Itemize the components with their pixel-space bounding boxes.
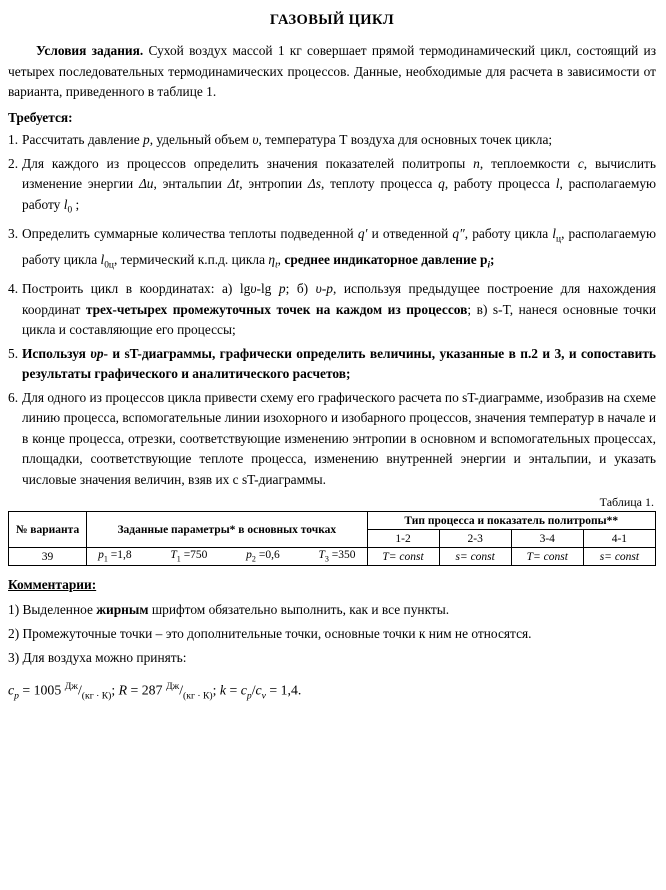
- text-segment: q′: [357, 225, 368, 241]
- text-segment: t: [275, 260, 278, 271]
- text-segment: , теплоемкости: [479, 155, 578, 171]
- text-segment: R: [118, 682, 128, 698]
- text-segment: , работу процесса: [444, 176, 556, 191]
- text-segment: Сухой воздух массой 1 кг совершает прямой термодинамический цикл, состоящий из четырех последовательных термодинамических процессов. Данные, необходимые для расчета в зависимости от варианта, приведенного в таблице 1.: [8, 43, 657, 99]
- col-header-process-34: 3-4: [511, 530, 583, 548]
- text-segment: Определить суммарные количества теплоты подведенной: [22, 225, 358, 241]
- text-segment: l: [552, 225, 557, 241]
- text-segment: p: [246, 549, 252, 562]
- text-segment: , располагаемую работу цикла: [22, 225, 657, 267]
- text-segment: n: [473, 155, 480, 171]
- item-text: [22, 346, 656, 382]
- params-values: [90, 549, 363, 563]
- item-number: 5.: [8, 345, 19, 361]
- task-item-4: [8, 279, 656, 341]
- variants-table: [8, 511, 656, 566]
- table-caption: Таблица 1.: [599, 495, 654, 510]
- item-number: 3.: [8, 225, 19, 241]
- text-segment: = 1,4.: [265, 682, 302, 698]
- task-item-2: [8, 154, 656, 221]
- text-segment: p: [98, 549, 104, 562]
- text-segment: Для каждого из процессов определить значения показателей политропы: [22, 155, 474, 171]
- air-constants-formula: [8, 674, 656, 709]
- text-segment: l: [555, 176, 560, 191]
- text-segment: p: [278, 281, 286, 297]
- text-segment: ; б): [285, 281, 316, 297]
- text-segment: Δu: [138, 176, 154, 191]
- cell-process-34: [511, 548, 583, 566]
- comments-label: [8, 574, 656, 596]
- text-segment: Построить цикл в координатах: а) lg: [22, 281, 251, 297]
- text-segment: ц: [556, 234, 562, 245]
- text-segment: υp: [90, 345, 104, 361]
- text-segment: p: [142, 132, 150, 147]
- text-segment: Δs: [307, 176, 321, 191]
- text-segment: Условия задания.: [36, 43, 149, 58]
- text-segment: , термический к.п.д. цикла: [113, 251, 269, 267]
- text-segment: = 287: [127, 682, 166, 698]
- text-segment: 0: [67, 205, 73, 216]
- item-text: [22, 390, 656, 487]
- item-number: 1.: [8, 132, 19, 147]
- cell-process-12: [367, 548, 439, 566]
- page-title: ГАЗОВЫЙ ЦИКЛ: [269, 12, 395, 28]
- text-segment: 1) Выделенное: [8, 602, 97, 618]
- text-segment: - и sT-диаграммы, графически определить величины, указанные в п.2 и 3, и сопоставить результаты графического и аналитического расчетов;: [22, 345, 656, 382]
- text-segment: шрифтом обязательно выполнить, как и все пункты.: [148, 602, 450, 618]
- text-segment: k: [219, 682, 227, 698]
- text-segment: , вычислить изменение энергии: [22, 155, 657, 191]
- col-header-process-12: 1-2: [367, 530, 439, 548]
- text-segment: 1: [176, 554, 181, 564]
- text-segment: ;: [111, 682, 119, 698]
- cell-params: [87, 548, 367, 566]
- text-segment: p: [246, 690, 252, 702]
- item-number: 2.: [8, 155, 19, 171]
- text-segment: Рассчитать давление: [22, 132, 143, 147]
- text-segment: υ: [250, 281, 257, 297]
- col-header-params: Заданные параметры* в основных точках: [87, 512, 367, 548]
- text-segment: c: [240, 682, 247, 698]
- text-segment: ; в) s-T, нанеся основные точки цикла и составляющие его процессы;: [22, 301, 656, 338]
- text-segment: c: [255, 682, 262, 698]
- text-segment: T= const: [526, 550, 568, 563]
- text-segment: Используя: [22, 345, 91, 361]
- text-segment: Для одного из процессов цикла привести схему его графического расчета по sT-диаграмме, изобразив на схеме линию процесса, вспомогательные линии изохорного и изобарного процессов, значения температур в начале и в конце процесса, отрезки, соответствующие изменению энтропии в основном и вспомогательных процессах, площадки, соответствующие теплоте процесса, изменению внутренней энергии и энтальпии, и указать числовые значения величин, взяв их с sT-диаграммы.: [22, 389, 656, 487]
- text-segment: =0,6: [255, 549, 280, 562]
- text-segment: s= const: [599, 550, 640, 563]
- table-header-row-1: [9, 512, 656, 530]
- text-segment: q″: [452, 225, 465, 241]
- col-header-process-23: 2-3: [439, 530, 511, 548]
- text-segment: l: [63, 196, 68, 212]
- text-segment: 0ц: [104, 260, 114, 271]
- comment-1: [8, 598, 656, 622]
- text-segment: ;: [490, 251, 495, 267]
- text-segment: /: [179, 682, 184, 698]
- text-segment: =350: [328, 549, 356, 562]
- text-segment: =1,8: [107, 549, 132, 562]
- text-segment: жирным: [96, 602, 149, 618]
- text-segment: s= const: [455, 550, 495, 563]
- text-segment: -lg: [256, 281, 279, 297]
- text-segment: 1: [103, 554, 108, 564]
- text-segment: υ-p: [315, 281, 333, 297]
- comment-3: [8, 646, 656, 670]
- item-number: 4.: [8, 281, 19, 297]
- text-segment: T: [170, 549, 177, 562]
- text-segment: q: [438, 176, 445, 191]
- text-segment: (кг · К): [81, 690, 112, 702]
- text-segment: = 1005: [18, 682, 65, 698]
- item-number: 6.: [8, 389, 19, 405]
- text-segment: =750: [180, 549, 208, 562]
- text-segment: с: [8, 682, 15, 698]
- cell-process-23: [439, 548, 511, 566]
- item-text: [22, 281, 656, 337]
- task-item-5: [8, 344, 656, 385]
- text-segment: Дж: [165, 681, 180, 693]
- text-segment: , теплоту процесса: [320, 176, 439, 191]
- col-header-process-41: 4-1: [583, 530, 655, 548]
- text-segment: p: [14, 690, 19, 702]
- param-t1: [170, 549, 207, 563]
- comment-2: [8, 622, 656, 646]
- text-segment: /: [77, 682, 82, 698]
- text-segment: , энтропии: [239, 176, 308, 191]
- text-segment: ;: [212, 682, 220, 698]
- cell-variant: 39: [9, 548, 87, 566]
- text-segment: 3: [324, 554, 329, 564]
- text-segment: (кг · К): [183, 690, 213, 702]
- text-segment: v: [261, 690, 266, 702]
- text-segment: среднее индикаторное давление р: [284, 251, 488, 267]
- item-text: [22, 155, 657, 216]
- item-text: [22, 225, 657, 271]
- col-header-process: Тип процесса и показатель политропы**: [367, 512, 655, 530]
- text-segment: 2: [251, 554, 256, 564]
- text-segment: , температура Т воздуха для основных точек цикла;: [258, 132, 553, 147]
- text-segment: ,: [277, 251, 285, 267]
- param-t3: [318, 549, 355, 563]
- text-segment: ;: [72, 196, 80, 212]
- requires-label: Требуется:: [8, 109, 73, 125]
- text-segment: T: [318, 549, 325, 562]
- task-item-3: [8, 224, 656, 276]
- text-segment: υ: [252, 132, 259, 147]
- text-segment: , используя предыдущее построение для нахождения координат: [22, 281, 656, 317]
- text-segment: , удельный объем: [149, 132, 253, 147]
- col-header-variant: № варианта: [9, 512, 87, 548]
- text-segment: и отведенной: [367, 225, 453, 241]
- task-item-1: [8, 130, 656, 151]
- text-segment: , энтальпии: [153, 176, 228, 191]
- text-segment: с: [577, 155, 584, 171]
- text-segment: /: [251, 682, 256, 698]
- text-segment: 3) Для воздуха можно принять:: [8, 650, 187, 666]
- intro-paragraph: [8, 41, 656, 103]
- item-text: [22, 132, 552, 147]
- text-segment: l: [100, 251, 105, 267]
- text-segment: 2) Промежуточные точки – это дополнительные точки, основные точки к ним не относятся.: [8, 626, 532, 642]
- param-p1: [98, 549, 132, 563]
- param-p2: [246, 549, 280, 563]
- comments-label-text: Комментарии:: [8, 577, 97, 593]
- text-segment: трех-четырех промежуточных точек на каждом из процессов: [85, 301, 468, 317]
- text-segment: Δt: [227, 176, 240, 191]
- text-segment: Дж: [64, 681, 78, 693]
- text-segment: η: [268, 251, 276, 267]
- text-segment: , располагаемую работу: [22, 176, 657, 212]
- text-segment: T= const: [382, 550, 424, 563]
- task-item-6: [8, 388, 656, 491]
- text-segment: , работу цикла: [464, 225, 553, 241]
- cell-process-41: [583, 548, 655, 566]
- text-segment: =: [226, 682, 241, 698]
- table-row: [9, 548, 656, 566]
- text-segment: i: [487, 260, 491, 271]
